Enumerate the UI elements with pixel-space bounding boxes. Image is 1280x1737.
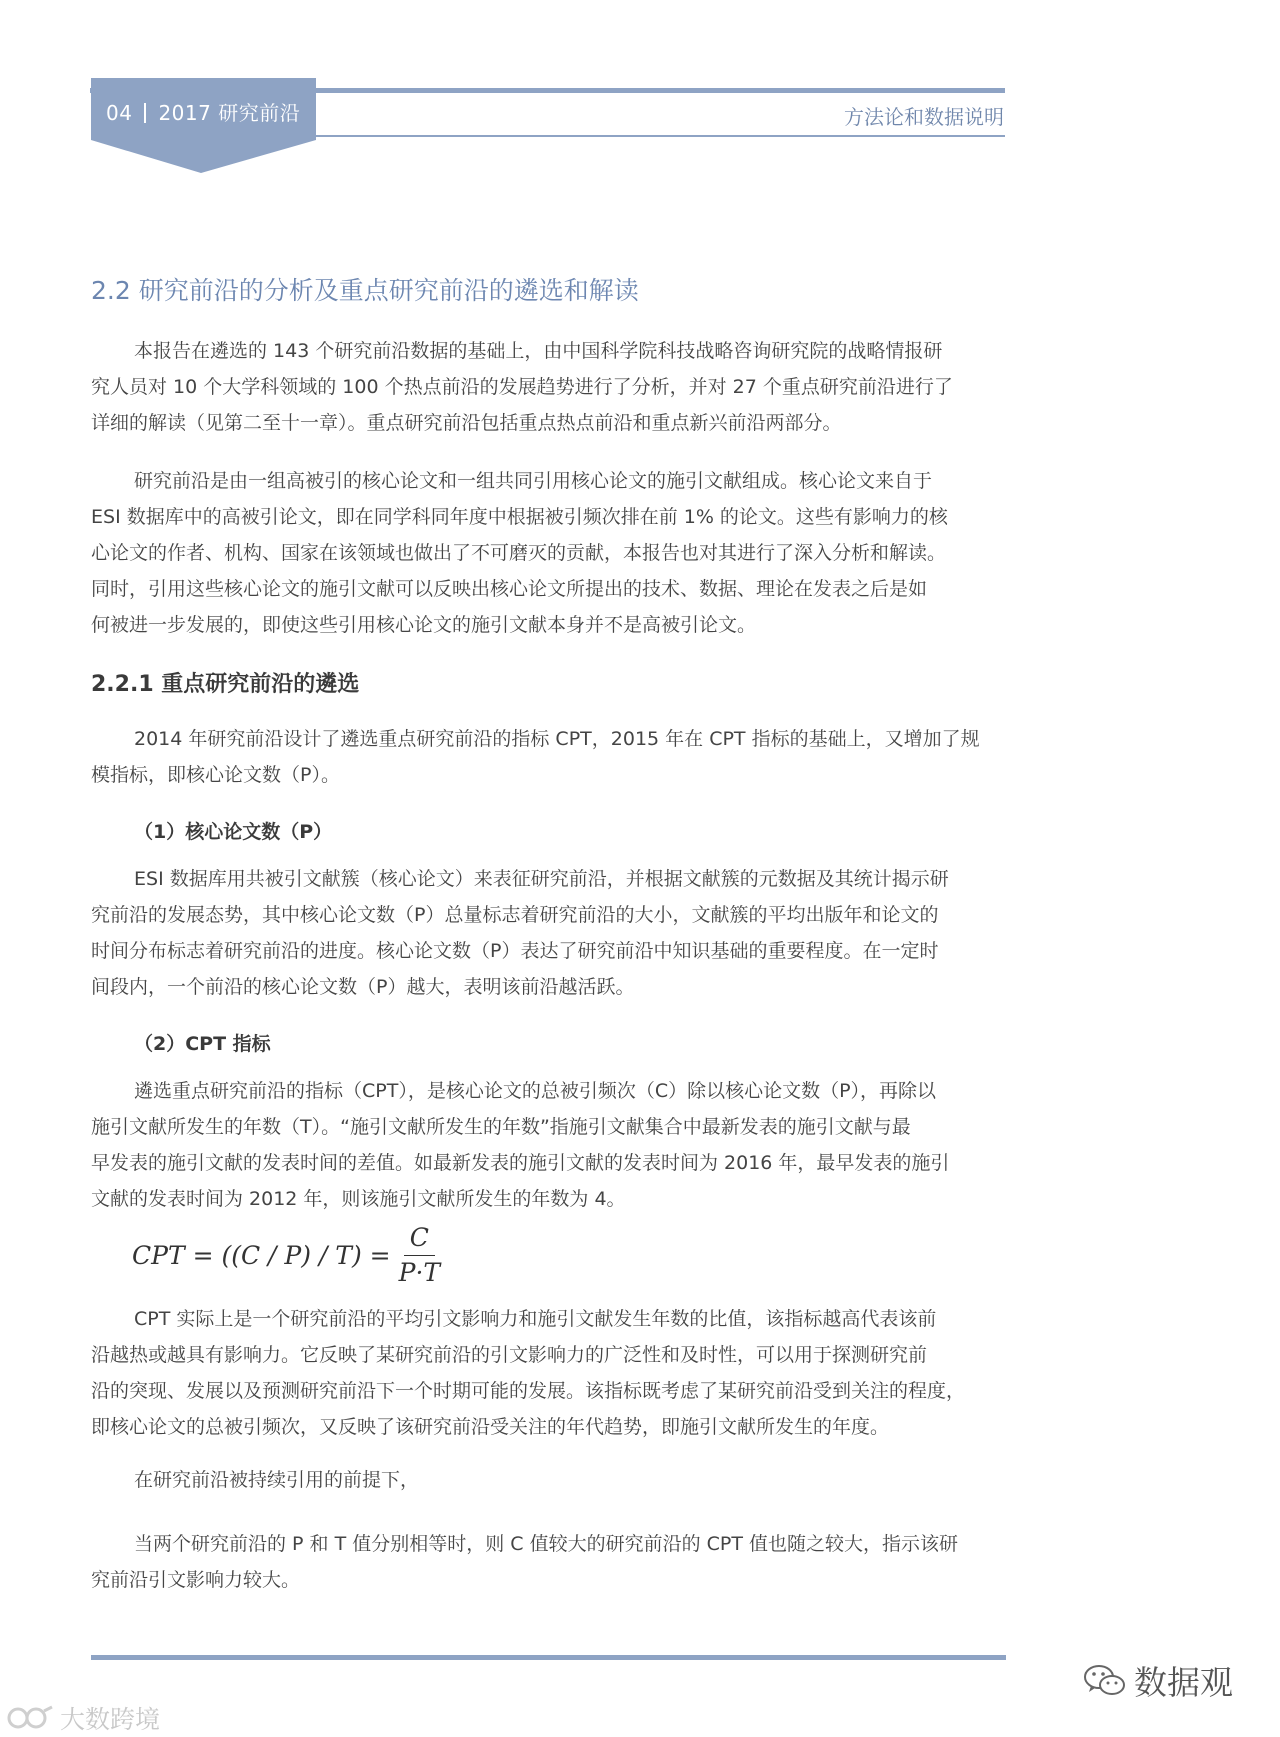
watermark-dashukuajing [6,1700,160,1736]
report-title: 2017 研究前沿 [158,101,301,125]
item-1-para [91,861,1006,1005]
text-line: 研究前沿是由一组高被引的核心论文和一组共同引用核心论文的施引文献组成。核心论文来自于 [134,470,933,492]
text-line: 2014 年研究前沿设计了遴选重点研究前沿的指标 CPT，2015 年在 CPT 指标的基础上，又增加了规 [134,728,980,750]
formula-lhs: CPT = ((C / P) / T) = [132,1240,391,1270]
text-line: 文献的发表时间为 2012 年，则该施引文献所发生的年数为 4。 [91,1188,626,1210]
text-line: ESI 数据库中的高被引论文，即在同学科同年度中根据被引频次排在前 1% 的论文。这些有影响力的核 [91,506,948,528]
header-separator [144,103,146,123]
text-line: ESI 数据库用共被引文献簇（核心论文）来表征研究前沿，并根据文献簇的元数据及其统计揭示研 [134,868,949,890]
text-line: 间段内，一个前沿的核心论文数（P）越大，表明该前沿越活跃。 [91,976,635,998]
text-line: 早发表的施引文献的发表时间的差值。如最新发表的施引文献的发表时间为 2016 年，最早发表的施引 [91,1152,950,1174]
text-line: 究前沿的发展态势，其中核心论文数（P）总量标志着研究前沿的大小，文献簇的平均出版年和论文的 [91,904,939,926]
text-line: 究前沿引文影响力较大。 [91,1569,301,1591]
text-line: 沿越热或越具有影响力。它反映了某研究前沿的引文影响力的广泛性和及时性，可以用于探测研究前 [91,1344,928,1366]
text-line: 遴选重点研究前沿的指标（CPT），是核心论文的总被引频次（C）除以核心论文数（P），再除以 [134,1080,937,1102]
cpt-formula [132,1222,441,1287]
header-underline [310,135,1005,137]
text-line: 心论文的作者、机构、国家在该领域也做出了不可磨灭的贡献，本报告也对其进行了深入分析和解读。 [91,542,947,564]
brand-logo-icon [6,1703,56,1733]
subsection-para-1 [91,721,1006,793]
formula-fraction [399,1223,440,1288]
cpt-explanation-para [91,1301,1006,1445]
item-1-heading: （1）核心论文数（P） [134,821,333,843]
text-line: 详细的解读（见第二至十一章）。重点研究前沿包括重点热点前沿和重点新兴前沿两部分。 [91,412,842,434]
subsection-heading: 2.2.1 重点研究前沿的遴选 [91,672,360,697]
item-2-heading: （2）CPT 指标 [134,1033,271,1055]
text-line: 在研究前沿被持续引用的前提下， [134,1469,420,1491]
text-line: 何被进一步发展的，即使这些引用核心论文的施引文献本身并不是高被引论文。 [91,614,757,636]
section-para-2 [91,463,1006,643]
text-line: 时间分布标志着研究前沿的进度。核心论文数（P）表达了研究前沿中知识基础的重要程度。在一定时 [91,940,939,962]
text-line: 同时，引用这些核心论文的施引文献可以反映出核心论文所提出的技术、数据、理论在发表之后是如 [91,578,928,600]
text-line: 本报告在遴选的 143 个研究前沿数据的基础上，由中国科学院科技战略咨询研究院的战略情报研 [134,340,943,362]
formula-denominator: P·T [398,1257,441,1287]
text-line: 模指标，即核心论文数（P）。 [91,764,340,786]
text-line: 即核心论文的总被引频次，又反映了该研究前沿受关注的年代趋势，即施引文献所发生的年度。 [91,1416,890,1438]
formula-numerator: C [404,1223,435,1256]
item-2-para [91,1073,1006,1217]
text-line: 当两个研究前沿的 P 和 T 值分别相等时，则 C 值较大的研究前沿的 CPT 值也随之较大，指示该研 [134,1533,958,1555]
watermark-left-text: 大数跨境 [60,1705,161,1734]
section-title: 方法论和数据说明 [844,105,1004,129]
watermark-right-text: 数据观 [1134,1663,1233,1702]
page-number: 04 [106,101,133,125]
watermark-shujuguan [1082,1657,1233,1704]
wechat-icon [1082,1661,1128,1701]
header-tab-label [106,97,300,126]
text-line: 施引文献所发生的年数（T）。“施引文献所发生的年数”指施引文献集合中最新发表的施引文献与最 [91,1116,911,1138]
text-line: 沿的突现、发展以及预测研究前沿下一个时期可能的发展。该指标既考虑了某研究前沿受到关注的程度， [91,1380,966,1402]
footer-rule [91,1655,1006,1660]
conclusion-para [91,1526,1006,1598]
text-line: 究人员对 10 个大学科领域的 100 个热点前沿的发展趋势进行了分析，并对 27 个重点研究前沿进行了 [91,376,953,398]
section-para-1 [91,333,1006,441]
premise-para [91,1462,1006,1498]
text-line: CPT 实际上是一个研究前沿的平均引文影响力和施引文献发生年数的比值，该指标越高代表该前 [134,1308,937,1330]
section-heading: 2.2 研究前沿的分析及重点研究前沿的遴选和解读 [91,276,639,305]
